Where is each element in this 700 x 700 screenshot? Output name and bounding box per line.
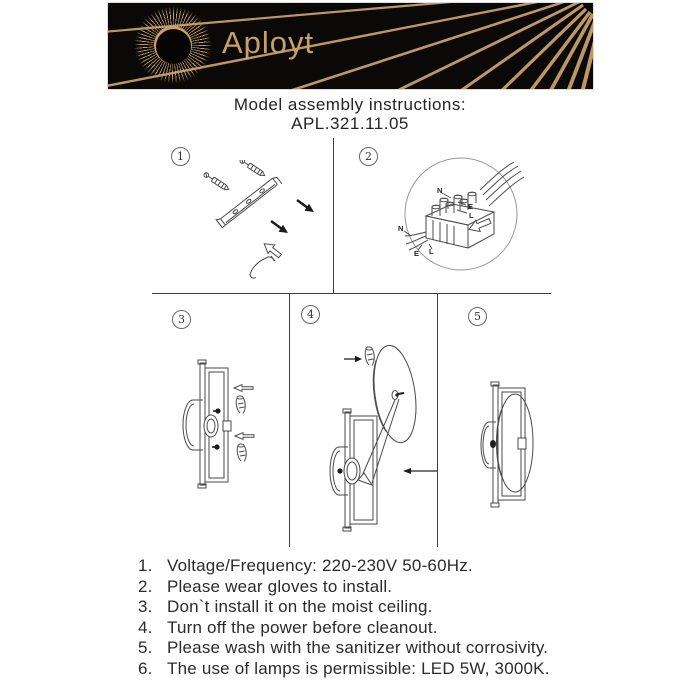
model-number: APL.321.11.05 [291,114,409,133]
push-arrow-icon [234,385,253,392]
brand-wordmark: Aployt [222,25,315,60]
wall-anchor-icon [239,160,266,178]
step5-assembled-fixture-drawing [470,372,585,517]
curved-screw-icon [365,347,374,366]
push-arrow-icon [403,468,438,474]
step1-bracket-anchors-drawing [200,160,330,285]
insert-arrow-icon [271,221,288,233]
hook-wire-icon [250,257,274,278]
note-item [138,597,608,618]
wire-label-l: L [429,247,434,256]
lamp-hub-icon [204,415,218,437]
wire-label-n: N [437,186,443,195]
step-badge-2 [359,147,378,166]
note-text: Turn off the power before cleanout. [167,617,438,637]
push-arrow-icon [235,433,254,440]
step1-panel [200,160,330,285]
note-number: 4. [138,617,153,637]
note-number: 5. [138,638,153,657]
step-badge-5 [468,307,487,326]
step4-panel [300,340,445,535]
step-badge-4 [301,305,320,324]
step3-mount-frame-drawing [175,352,295,507]
divider-top-vertical [333,138,334,293]
step-number: 1 [177,150,184,163]
insert-arrow-icon [297,200,314,212]
curved-screw-icon [237,444,246,462]
note-item [138,577,608,598]
diffuser-disc-icon [368,343,422,446]
wire-label-l: L [469,211,474,220]
step3-panel [175,352,295,507]
notes-list [138,556,608,679]
note-number: 1. [138,556,153,575]
page-title: Model assembly instructions: [233,95,467,114]
wire-label-e: E [414,249,420,258]
insert-arrow-icon [344,356,362,362]
step-number: 3 [178,313,185,326]
brand-logo-sunburst-icon [134,6,212,84]
step-badge-1 [171,147,190,166]
step-number: 2 [365,150,372,163]
note-text: Don`t install it on the moist ceiling. [167,597,433,616]
note-text: Please wear gloves to install. [167,576,393,596]
note-text: The use of lamps is permissible: LED 5W, 3000K. [167,658,550,678]
eclipse-core-icon [156,29,191,64]
note-text: Please wash with the sanitizer without corrosivity. [167,638,549,657]
fixing-screw-icon [337,468,342,473]
note-text: Voltage/Frequency: 220-230V 50-60Hz. [167,556,473,575]
note-number: 2. [138,576,153,596]
step-badge-3 [172,310,191,329]
detail-circle [405,158,517,270]
note-item [138,556,608,577]
step5-panel [470,372,585,517]
fixture-wires [404,231,432,250]
note-number: 3. [138,597,153,616]
step4-attach-disc-drawing [300,340,445,535]
step-number: 5 [474,310,481,323]
step2-panel [396,152,541,274]
note-item [138,618,608,639]
step2-wiring-detail-drawing [396,152,541,274]
brand-banner [108,3,593,89]
fixing-screw-icon [490,440,496,448]
terminal-block-icon [426,192,494,248]
wall-anchor-icon [203,172,230,192]
note-item [138,659,608,680]
note-item [138,638,608,659]
curved-screw-icon [236,396,245,414]
divider-horizontal [152,293,551,294]
wire-label-n: N [398,224,404,233]
wire-label-e: E [468,202,474,211]
frame-clip-icon [223,421,231,431]
step-number: 4 [307,308,314,321]
frame-clip-icon [518,438,526,449]
note-number: 6. [138,658,153,678]
